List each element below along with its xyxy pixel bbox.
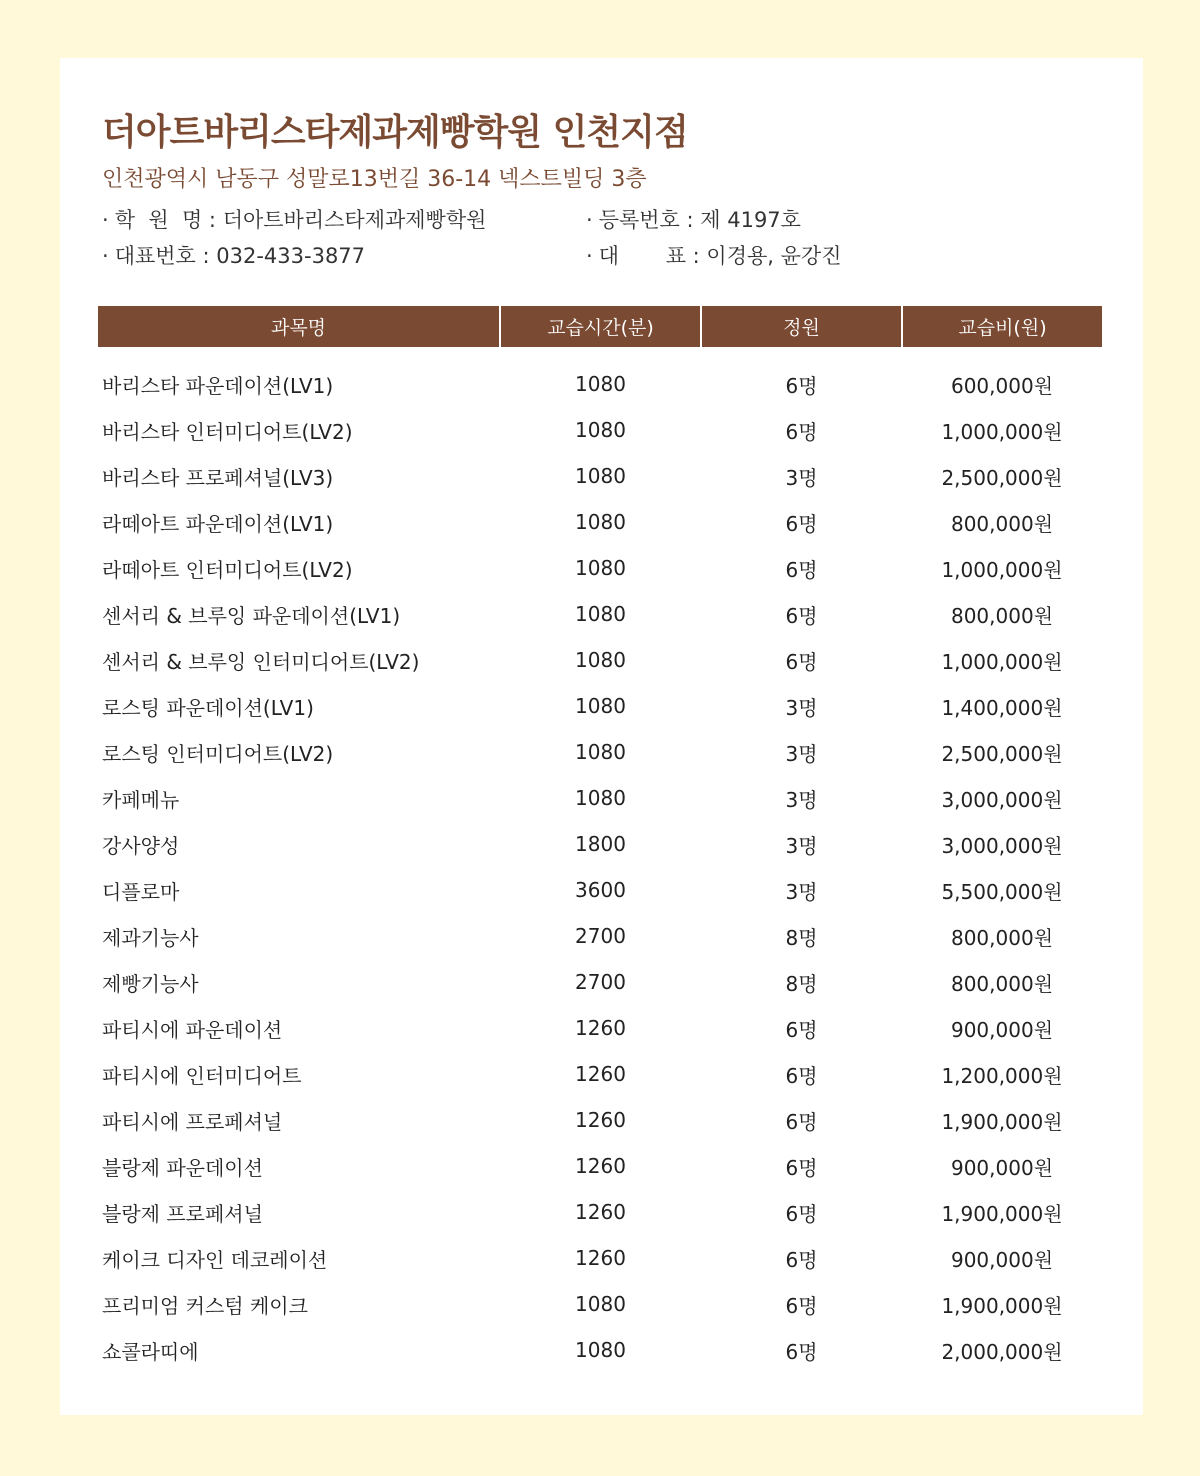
- capacity-cell: 6명: [785, 373, 818, 398]
- hours-cell: 1080: [575, 1292, 626, 1316]
- hours-cell: 1800: [575, 832, 626, 856]
- fee-cell: 2,500,000원: [941, 741, 1063, 766]
- hours-cell: 1080: [575, 372, 626, 396]
- course-name-cell: 블랑제 파운데이션: [102, 1155, 263, 1180]
- fee-cell: 600,000원: [950, 373, 1054, 398]
- bullet: ·: [586, 244, 593, 268]
- bullet: ·: [102, 208, 109, 232]
- fee-cell: 900,000원: [950, 1247, 1054, 1272]
- capacity-cell: 6명: [785, 1109, 818, 1134]
- representative-value: 이경용, 윤강진: [706, 244, 842, 268]
- hours-cell: 2700: [575, 924, 626, 948]
- fee-cell: 1,200,000원: [941, 1063, 1063, 1088]
- address: 인천광역시 남동구 성말로13번길 36-14 넥스트빌딩 3층: [102, 167, 647, 192]
- capacity-cell: 6명: [785, 419, 818, 444]
- fee-cell: 900,000원: [950, 1017, 1054, 1042]
- capacity-cell: 6명: [785, 649, 818, 674]
- capacity-cell: 3명: [785, 879, 818, 904]
- course-name-cell: 블랑제 프로페셔널: [102, 1201, 263, 1226]
- hours-cell: 1260: [575, 1154, 626, 1178]
- fee-cell: 3,000,000원: [941, 787, 1063, 812]
- capacity-cell: 8명: [785, 971, 818, 996]
- hours-cell: 1260: [575, 1246, 626, 1270]
- hours-cell: 1080: [575, 464, 626, 488]
- fee-cell: 5,500,000원: [941, 879, 1063, 904]
- table-body: [98, 347, 1102, 1373]
- hours-cell: 1260: [575, 1062, 626, 1086]
- table-row: [98, 729, 1102, 775]
- table-row: [98, 1327, 1102, 1373]
- fee-cell: 1,000,000원: [941, 557, 1063, 582]
- header-course-name: 과목명: [98, 306, 500, 347]
- table-row: [98, 913, 1102, 959]
- course-name-cell: 프리미엄 커스텀 케이크: [102, 1293, 308, 1318]
- capacity-cell: 6명: [785, 603, 818, 628]
- fee-cell: 3,000,000원: [941, 833, 1063, 858]
- hours-cell: 3600: [575, 878, 626, 902]
- table-row: [98, 1097, 1102, 1143]
- capacity-cell: 6명: [785, 1247, 818, 1272]
- fee-cell: 1,900,000원: [941, 1109, 1063, 1134]
- table-row: [98, 1143, 1102, 1189]
- course-name-cell: 바리스타 프로페셔널(LV3): [102, 465, 334, 490]
- bullet: ·: [102, 244, 109, 268]
- table-row: [98, 1189, 1102, 1235]
- representative-row: [586, 240, 842, 270]
- course-name-cell: 로스팅 파운데이션(LV1): [102, 695, 314, 720]
- table-row: [98, 775, 1102, 821]
- course-name-cell: 제과기능사: [102, 925, 199, 950]
- table-row: [98, 959, 1102, 1005]
- phone-value: 032-433-3877: [216, 244, 366, 268]
- capacity-cell: 6명: [785, 557, 818, 582]
- capacity-cell: 6명: [785, 1339, 818, 1364]
- header-hours: 교습시간(분): [500, 306, 701, 347]
- registration-row: [586, 204, 801, 234]
- course-table: [98, 306, 1102, 1373]
- capacity-cell: 3명: [785, 695, 818, 720]
- course-name-cell: 케이크 디자인 데코레이션: [102, 1247, 328, 1272]
- table-row: [98, 361, 1102, 407]
- table-row: [98, 1051, 1102, 1097]
- fee-cell: 800,000원: [950, 603, 1054, 628]
- capacity-cell: 6명: [785, 1017, 818, 1042]
- fee-cell: 1,900,000원: [941, 1293, 1063, 1318]
- fee-cell: 900,000원: [950, 1155, 1054, 1180]
- capacity-cell: 3명: [785, 741, 818, 766]
- registration-label: 등록번호 :: [598, 208, 701, 232]
- table-row: [98, 683, 1102, 729]
- capacity-cell: 6명: [785, 1293, 818, 1318]
- table-row: [98, 867, 1102, 913]
- capacity-cell: 6명: [785, 1155, 818, 1180]
- course-name-cell: 라떼아트 파운데이션(LV1): [102, 511, 334, 536]
- representative-label: 대 표 :: [598, 244, 707, 268]
- hours-cell: 1260: [575, 1016, 626, 1040]
- hours-cell: 1080: [575, 602, 626, 626]
- capacity-cell: 6명: [785, 511, 818, 536]
- table-row: [98, 453, 1102, 499]
- table-row: [98, 821, 1102, 867]
- academy-name-value: 더아트바리스타제과제빵학원: [222, 208, 487, 232]
- academy-name-row: [102, 204, 486, 234]
- course-name-cell: 파티시에 인터미디어트: [102, 1063, 302, 1088]
- capacity-cell: 3명: [785, 465, 818, 490]
- course-name-cell: 파티시에 파운데이션: [102, 1017, 283, 1042]
- capacity-cell: 3명: [785, 833, 818, 858]
- hours-cell: 1080: [575, 694, 626, 718]
- hours-cell: 1080: [575, 648, 626, 672]
- header-capacity: 정원: [701, 306, 902, 347]
- fee-cell: 1,000,000원: [941, 419, 1063, 444]
- table-row: [98, 591, 1102, 637]
- fee-cell: 1,000,000원: [941, 649, 1063, 674]
- course-name-cell: 로스팅 인터미디어트(LV2): [102, 741, 334, 766]
- fee-cell: 800,000원: [950, 925, 1054, 950]
- bullet: ·: [586, 208, 593, 232]
- capacity-cell: 6명: [785, 1201, 818, 1226]
- hours-cell: 1080: [575, 786, 626, 810]
- capacity-cell: 3명: [785, 787, 818, 812]
- hours-cell: 1080: [575, 556, 626, 580]
- table-row: [98, 1005, 1102, 1051]
- hours-cell: 1080: [575, 510, 626, 534]
- hours-cell: 1080: [575, 418, 626, 442]
- info-card: [60, 58, 1143, 1415]
- header-fee: 교습비(원): [902, 306, 1102, 347]
- course-name-cell: 라떼아트 인터미디어트(LV2): [102, 557, 353, 582]
- fee-cell: 1,400,000원: [941, 695, 1063, 720]
- fee-cell: 2,500,000원: [941, 465, 1063, 490]
- table-row: [98, 499, 1102, 545]
- course-name-cell: 파티시에 프로페셔널: [102, 1109, 283, 1134]
- registration-value: 제 4197호: [700, 208, 801, 232]
- table-row: [98, 407, 1102, 453]
- hours-cell: 1080: [575, 740, 626, 764]
- course-name-cell: 카페메뉴: [102, 787, 180, 812]
- hours-cell: 1080: [575, 1338, 626, 1362]
- fee-cell: 1,900,000원: [941, 1201, 1063, 1226]
- course-name-cell: 쇼콜라띠에: [102, 1339, 199, 1364]
- academy-name-label: 학 원 명 :: [114, 208, 223, 232]
- course-name-cell: 디플로마: [102, 879, 180, 904]
- page-title: 더아트바리스타제과제빵학원 인천지점: [102, 112, 688, 153]
- hours-cell: 1260: [575, 1200, 626, 1224]
- table-header-row: [98, 306, 1102, 347]
- phone-label: 대표번호 :: [114, 244, 217, 268]
- course-name-cell: 센서리 & 브루잉 인터미디어트(LV2): [102, 649, 420, 674]
- fee-cell: 800,000원: [950, 971, 1054, 996]
- fee-cell: 800,000원: [950, 511, 1054, 536]
- table-row: [98, 545, 1102, 591]
- table-row: [98, 1281, 1102, 1327]
- fee-cell: 2,000,000원: [941, 1339, 1063, 1364]
- course-name-cell: 바리스타 파운데이션(LV1): [102, 373, 334, 398]
- table-spacer: [98, 347, 1102, 361]
- course-name-cell: 바리스타 인터미디어트(LV2): [102, 419, 353, 444]
- capacity-cell: 8명: [785, 925, 818, 950]
- hours-cell: 2700: [575, 970, 626, 994]
- table-row: [98, 637, 1102, 683]
- course-name-cell: 제빵기능사: [102, 971, 199, 996]
- course-name-cell: 센서리 & 브루잉 파운데이션(LV1): [102, 603, 401, 628]
- course-name-cell: 강사양성: [102, 833, 180, 858]
- table-row: [98, 1235, 1102, 1281]
- phone-row: [102, 240, 365, 270]
- capacity-cell: 6명: [785, 1063, 818, 1088]
- hours-cell: 1260: [575, 1108, 626, 1132]
